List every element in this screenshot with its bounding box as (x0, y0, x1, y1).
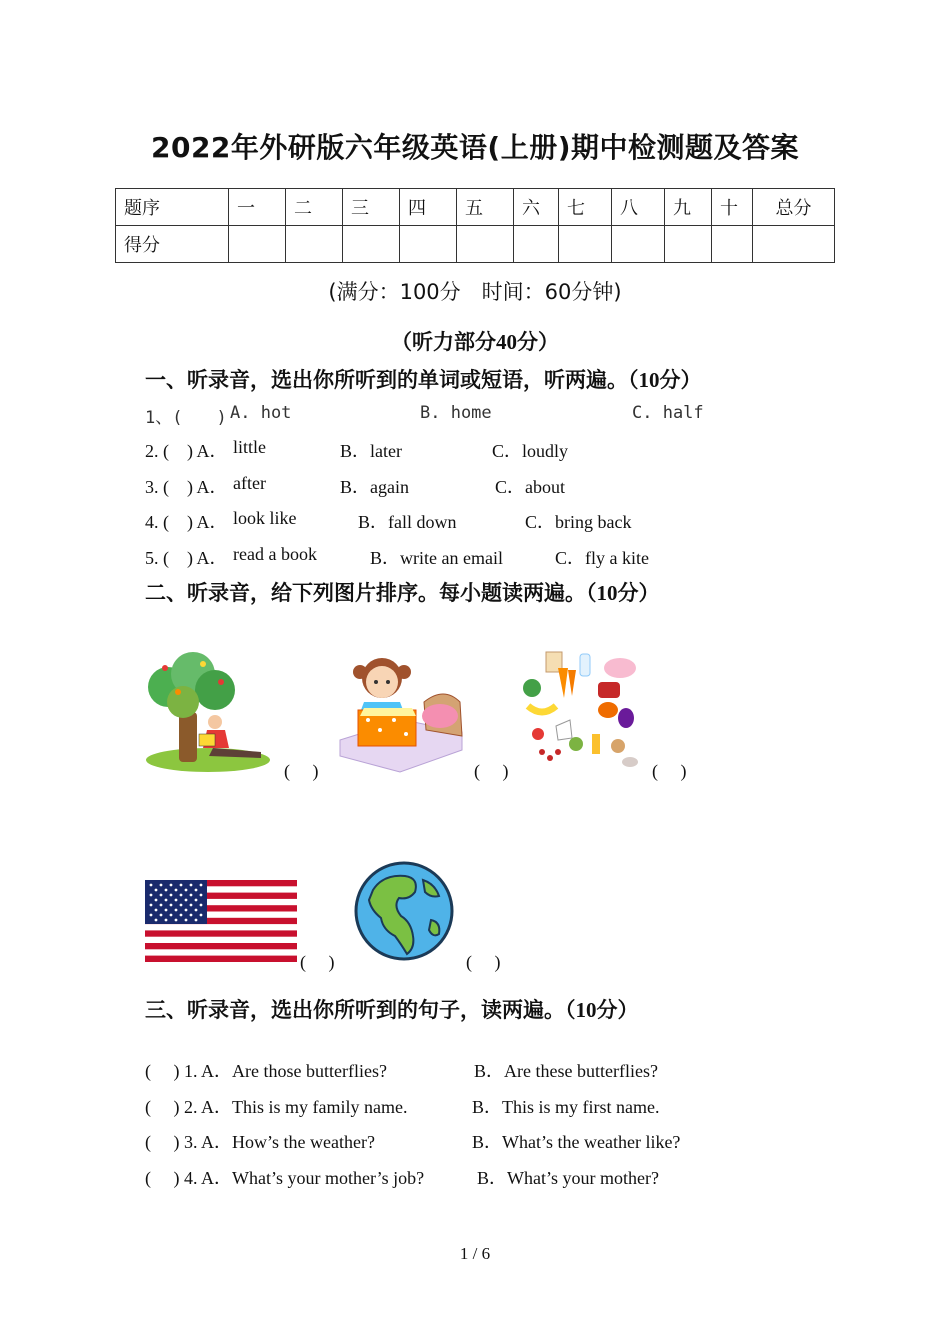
q3-option-b: B．again (340, 477, 409, 497)
s3-q2-option-b: B．This is my first name. (472, 1097, 660, 1117)
table-cell: 总分 (753, 189, 835, 226)
score-input-cell[interactable] (229, 226, 286, 263)
table-cell: 四 (400, 189, 457, 226)
order-blank-4[interactable]: ( ) (300, 952, 335, 972)
q3-option-c: C．about (495, 477, 565, 497)
q1-number: 1、( ) (145, 408, 227, 428)
q2-option-a: little (233, 437, 266, 457)
q5-number: 5. ( ) A． (145, 548, 228, 568)
score-input-cell[interactable] (400, 226, 457, 263)
food-icon (518, 648, 644, 772)
score-input-cell[interactable] (753, 226, 835, 263)
score-input-cell[interactable] (612, 226, 665, 263)
score-input-cell[interactable] (559, 226, 612, 263)
section1-heading: 一、听录音，选出你所听到的单词或短语，听两遍。（10分） (145, 368, 702, 392)
s3-q2-option-a: ( ) 2. A．This is my family name. (145, 1097, 408, 1117)
q4-option-b: B．fall down (358, 512, 457, 532)
table-cell: 六 (514, 189, 559, 226)
q1-option-a: A. hot (230, 403, 292, 423)
table-cell: 三 (343, 189, 400, 226)
score-input-cell[interactable] (514, 226, 559, 263)
q5-option-b: B．write an email (370, 548, 503, 568)
time-score-info: (满分：100分 时间：60分钟) (328, 280, 622, 304)
us-flag-icon (145, 880, 297, 962)
section3-heading: 三、听录音，选出你所听到的句子，读两遍。（10分） (145, 998, 639, 1022)
table-cell: 二 (286, 189, 343, 226)
table-cell: 九 (665, 189, 712, 226)
score-input-cell[interactable] (286, 226, 343, 263)
table-cell: 得分 (116, 226, 229, 263)
q4-option-a: look like (233, 508, 297, 528)
score-table (115, 188, 835, 263)
score-input-cell[interactable] (712, 226, 753, 263)
order-blank-5[interactable]: ( ) (466, 952, 501, 972)
s3-q3-option-b: B．What’s the weather like? (472, 1132, 681, 1152)
score-table-score-row (116, 226, 835, 263)
score-input-cell[interactable] (343, 226, 400, 263)
score-table-header-row (116, 189, 835, 226)
table-cell: 题序 (116, 189, 229, 226)
q2-option-b: B．later (340, 441, 402, 461)
order-blank-2[interactable]: ( ) (474, 761, 509, 781)
q1-option-b: B. home (420, 403, 492, 423)
s3-q1-option-a: ( ) 1. A．Are those butterflies? (145, 1061, 387, 1081)
table-cell: 七 (559, 189, 612, 226)
s3-q3-option-a: ( ) 3. A．How’s the weather? (145, 1132, 375, 1152)
earth-globe-icon (353, 860, 455, 962)
q2-number: 2. ( ) A． (145, 441, 228, 461)
section2-heading: 二、听录音，给下列图片排序。每小题读两遍。（10分） (145, 581, 660, 605)
q5-option-a: read a book (233, 544, 317, 564)
s3-q4-option-a: ( ) 4. A．What’s your mother’s job? (145, 1168, 425, 1188)
q3-number: 3. ( ) A． (145, 477, 228, 497)
s3-q1-option-b: B．Are these butterflies? (474, 1061, 658, 1081)
q3-option-a: after (233, 473, 266, 493)
score-input-cell[interactable] (665, 226, 712, 263)
table-cell: 一 (229, 189, 286, 226)
s3-q4-option-b: B．What’s your mother? (477, 1168, 659, 1188)
table-cell: 八 (612, 189, 665, 226)
page-title: 2022年外研版六年级英语(上册)期中检测题及答案 (150, 131, 800, 164)
q5-option-c: C．fly a kite (555, 548, 649, 568)
table-cell: 五 (457, 189, 514, 226)
girl-bed-icon (334, 650, 468, 776)
page-number: 1 / 6 (459, 1244, 491, 1263)
order-blank-3[interactable]: ( ) (652, 761, 687, 781)
q2-option-c: C．loudly (492, 441, 569, 461)
q4-number: 4. ( ) A． (145, 512, 228, 532)
q1-option-c: C. half (632, 403, 704, 423)
score-input-cell[interactable] (457, 226, 514, 263)
order-blank-1[interactable]: ( ) (284, 761, 319, 781)
tree-reading-icon (143, 652, 281, 774)
table-cell: 十 (712, 189, 753, 226)
q4-option-c: C．bring back (525, 512, 632, 532)
listening-part-label: （听力部分40分） (391, 330, 559, 354)
